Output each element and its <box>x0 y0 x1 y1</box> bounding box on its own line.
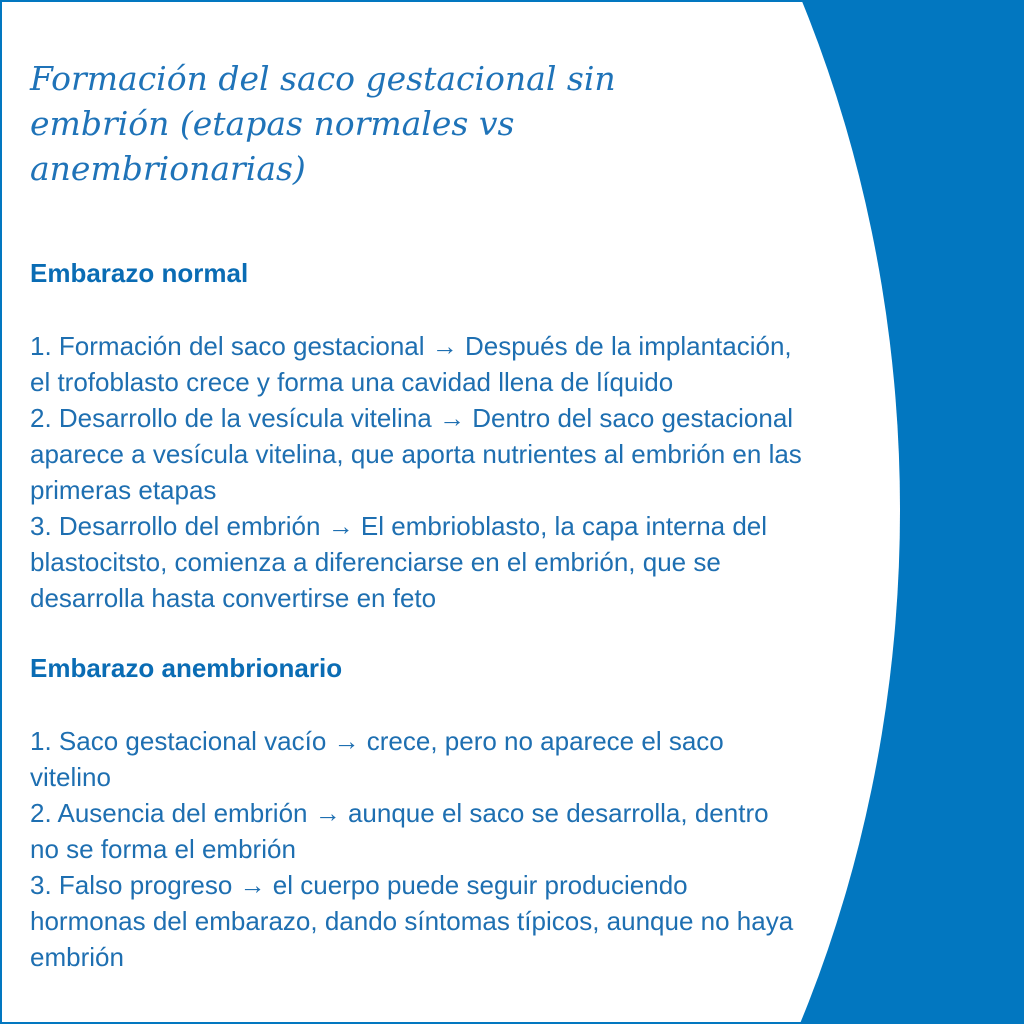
slide-content <box>30 56 820 975</box>
list-item: 2. Desarrollo de la vesícula vitelina → Dentro del saco gestacional aparece a vesícula vitelina, que aporta nutrientes al embrión en las primeras etapas <box>30 403 802 505</box>
anembryonic-pregnancy-list <box>30 723 820 975</box>
list-item: 1. Saco gestacional vacío → crece, pero no aparece el saco vitelino <box>30 726 724 792</box>
section-heading-anembryonic: Embarazo anembrionario <box>30 653 343 683</box>
list-item: 2. Ausencia del embrión → aunque el saco se desarrolla, dentro no se forma el embrión <box>30 798 769 864</box>
list-item: 3. Desarrollo del embrión → El embrioblasto, la capa interna del blastocitsto, comienza a diferenciarse en el embrión, que se desarrolla hasta convertirse en feto <box>30 511 768 613</box>
list-item: 1. Formación del saco gestacional → Después de la implantación, el trofoblasto crece y forma una cavidad llena de líquido <box>30 331 792 397</box>
section-heading-normal: Embarazo normal <box>30 258 249 288</box>
normal-pregnancy-list <box>30 328 820 616</box>
list-item: 3. Falso progreso → el cuerpo puede seguir produciendo hormonas del embarazo, dando síntomas típicos, aunque no haya embrión <box>30 870 794 972</box>
page-title: Formación del saco gestacional sin embrión (etapas normales vs anembrionarias) <box>30 59 616 188</box>
